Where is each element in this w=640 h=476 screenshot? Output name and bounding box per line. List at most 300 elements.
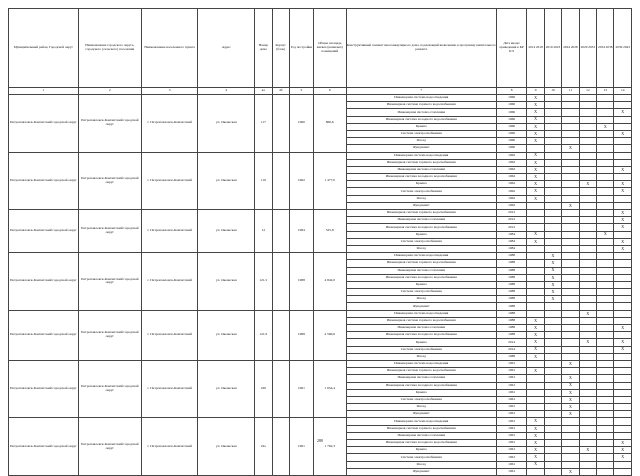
element-name-cell: Инженерная система холодного водоснабжения [346,274,496,281]
period-cell [527,188,544,195]
period-cell [527,274,544,281]
period-cell [597,238,614,245]
period-cell [562,202,579,209]
period-cell [527,353,544,360]
period-cell [562,339,579,346]
period-cell [579,461,596,468]
column-number: 3 [141,88,198,95]
element-date-cell: 1960 [496,145,526,152]
element-date-cell: 1961 [496,411,526,418]
period-cell [614,418,632,425]
period-cell [614,317,632,324]
period-cell [597,461,614,468]
element-date-cell: 1961 [496,461,526,468]
period-cell [614,138,632,145]
x-mark: X [534,368,538,374]
element-date-cell: 1988 [496,332,526,339]
period-cell [614,210,632,217]
column-header: 2034 2038 [597,9,614,88]
element-name-cell: Крыша [346,389,496,396]
house-number-cell: 119 [255,152,272,210]
locality-cell: г. Петропавловск-Камчатский [141,360,198,418]
locality-cell: г. Петропавловск-Камчатский [141,152,198,210]
period-cell [597,181,614,188]
period-cell [544,411,561,418]
period-cell [579,281,596,288]
period-cell [544,396,561,403]
period-cell [614,238,632,245]
locality-cell: г. Петропавловск-Камчатский [141,310,198,360]
period-cell [579,447,596,454]
element-date-cell: 1962 [496,195,526,202]
block-cell [272,95,289,153]
period-cell [579,210,596,217]
period-cell [527,461,544,468]
build-year-cell: 1961 [289,418,313,476]
column-number: 4 [198,88,255,95]
period-cell [614,375,632,382]
period-cell [614,281,632,288]
period-cell [544,174,561,181]
period-cell [527,310,544,317]
x-mark: X [621,130,625,136]
block-cell [272,310,289,360]
element-name-cell: Инженерная система горячего водоснабжения [346,159,496,166]
element-name-cell: Инженерная система горячего водоснабжения [346,102,496,109]
column-number: 4а [255,88,272,95]
period-cell [579,109,596,116]
period-cell [614,296,632,303]
area-cell: 1 762,3 [313,418,346,476]
period-cell [614,224,632,231]
x-mark: X [534,159,538,165]
x-mark: X [534,346,538,352]
period-cell [597,267,614,274]
element-date-cell: 1984 [496,245,526,252]
period-cell [544,195,561,202]
x-mark: X [551,267,555,273]
element-name-cell: Фундамент [346,411,496,418]
column-number: 8 [496,88,526,95]
period-cell [544,130,561,137]
period-cell [562,102,579,109]
element-name-cell: Инженерная система отопления [346,325,496,332]
period-cell [597,231,614,238]
period-cell [579,411,596,418]
period-cell [527,375,544,382]
period-cell [579,202,596,209]
locality-cell: г. Петропавловск-Камчатский [141,95,198,153]
element-name-cell: Инженерная система водоотведения [346,418,496,425]
period-cell [614,404,632,411]
period-cell [527,281,544,288]
element-date-cell: 1988 [496,353,526,360]
period-cell [527,382,544,389]
period-cell [597,389,614,396]
period-cell [562,166,579,173]
period-cell [544,123,561,130]
period-cell [597,382,614,389]
period-cell [527,296,544,303]
element-name-cell: Инженерная система водоотведения [346,310,496,317]
column-header: Корпус (блок) [272,9,289,88]
period-cell [579,468,596,475]
period-cell [562,217,579,224]
x-mark: X [621,346,625,352]
period-cell [544,109,561,116]
element-date-cell: 1988 [496,296,526,303]
element-date-cell: 1961 [496,440,526,447]
period-cell [579,102,596,109]
period-cell [527,339,544,346]
period-cell [544,375,561,382]
element-name-cell: Крыша [346,181,496,188]
element-date-cell: 1962 [496,166,526,173]
period-cell [527,224,544,231]
period-cell [527,202,544,209]
period-cell [562,123,579,130]
build-year-cell: 1960 [289,95,313,153]
element-date-cell: 1988 [496,274,526,281]
period-cell [562,418,579,425]
period-cell [562,289,579,296]
element-name-cell: Фасад [346,296,496,303]
x-mark: X [551,281,555,287]
house-number-cell: 220 [255,360,272,418]
period-cell [562,174,579,181]
district-cell: Петропавловск-Камчатский городской округ [9,360,79,418]
address-cell: ул. Океанская [198,210,255,253]
period-cell [614,468,632,475]
period-cell [614,181,632,188]
period-cell [527,289,544,296]
column-number: 11 [562,88,579,95]
period-cell [544,289,561,296]
settlement-cell: Петропавловск-Камчатский городской округ [78,152,141,210]
element-name-cell: Инженерная система холодного водоснабжения [346,224,496,231]
period-cell [527,389,544,396]
x-mark: X [534,339,538,345]
period-cell [579,303,596,310]
element-date-cell: 1961 [496,468,526,475]
element-date-cell: 2012 [496,224,526,231]
period-cell [597,411,614,418]
period-cell [614,353,632,360]
element-date-cell: 1962 [496,152,526,159]
period-cell [527,368,544,375]
element-date-cell: 1988 [496,260,526,267]
period-cell [562,95,579,102]
period-cell [579,231,596,238]
column-header: Общая площадь жилых (нежилых) помещений [313,9,346,88]
period-cell [597,195,614,202]
x-mark: X [586,310,590,316]
period-cell [579,389,596,396]
element-name-cell: Инженерная система горячего водоснабжения [346,210,496,217]
period-cell [597,289,614,296]
period-cell [527,130,544,137]
period-cell [527,238,544,245]
house-number-cell: 117 [255,95,272,153]
period-cell [614,454,632,461]
period-cell [527,210,544,217]
settlement-cell: Петропавловск-Камчатский городской округ [78,360,141,418]
element-date-cell: 1960 [496,123,526,130]
period-cell [614,188,632,195]
x-mark: X [534,432,538,438]
element-name-cell: Инженерная система горячего водоснабжения [346,317,496,324]
period-cell [614,325,632,332]
period-cell [579,396,596,403]
x-mark: X [621,447,625,453]
period-cell [544,296,561,303]
x-mark: X [621,166,625,172]
element-name-cell: Инженерная система отопления [346,375,496,382]
x-mark: X [534,195,538,201]
period-cell [527,332,544,339]
build-year-cell: 1961 [289,360,313,418]
period-cell [544,138,561,145]
period-cell [562,303,579,310]
period-cell [579,159,596,166]
period-cell [544,188,561,195]
period-cell [614,174,632,181]
element-name-cell: Инженерная система водоотведения [346,95,496,102]
period-cell [614,274,632,281]
period-cell [544,217,561,224]
period-cell [544,253,561,260]
period-cell [527,418,544,425]
period-cell [614,109,632,116]
period-cell [579,375,596,382]
period-cell [597,454,614,461]
x-mark: X [534,152,538,158]
x-mark: X [534,324,538,330]
period-cell [544,224,561,231]
element-name-cell: Инженерная система холодного водоснабжения [346,332,496,339]
period-cell [597,109,614,116]
address-cell: ул. Океанская [198,253,255,311]
district-cell: Петропавловск-Камчатский городской округ [9,418,79,476]
period-cell [527,468,544,475]
period-cell [527,166,544,173]
period-cell [579,368,596,375]
area-cell: 1 654,4 [313,360,346,418]
period-cell [614,360,632,367]
period-cell [597,145,614,152]
period-cell [527,267,544,274]
build-year-cell: 1988 [289,310,313,360]
element-name-cell: Фасад [346,245,496,252]
period-cell [527,217,544,224]
x-mark: X [568,403,572,409]
column-number: 2 [78,88,141,95]
column-header: Адрес [198,9,255,88]
locality-cell: г. Петропавловск-Камчатский [141,418,198,476]
period-cell [597,353,614,360]
column-number: 13 [597,88,614,95]
period-cell [597,130,614,137]
element-name-cell: Система электроснабжения [346,188,496,195]
x-mark: X [568,389,572,395]
period-cell [579,166,596,173]
x-mark: X [551,288,555,294]
period-cell [544,166,561,173]
period-cell [597,116,614,123]
period-cell [579,382,596,389]
column-header: Дата ввода/ приведения к КР ICS [496,9,526,88]
period-cell [579,267,596,274]
period-cell [597,210,614,217]
area-cell: 1 477,0 [313,152,346,210]
period-cell [614,260,632,267]
element-date-cell: 1988 [496,317,526,324]
period-cell [562,325,579,332]
period-cell [597,303,614,310]
area-cell: 4 560,6 [313,310,346,360]
period-cell [544,102,561,109]
element-date-cell: 1988 [496,303,526,310]
x-mark: X [551,274,555,280]
period-cell [562,195,579,202]
period-cell [614,303,632,310]
period-cell [579,245,596,252]
period-cell [597,281,614,288]
period-cell [579,123,596,130]
element-name-cell: Инженерная система горячего водоснабжения [346,368,496,375]
block-cell [272,360,289,418]
element-name-cell: Система электроснабжения [346,346,496,353]
period-cell [544,159,561,166]
element-name-cell: Инженерная система холодного водоснабжения [346,174,496,181]
column-number: 10 [544,88,561,95]
column-header: 2019 2023 [544,9,561,88]
period-cell [614,339,632,346]
element-date-cell: 1961 [496,432,526,439]
table-row [9,253,632,260]
period-cell [544,210,561,217]
column-header: 2014 2018 [527,9,544,88]
period-cell [544,245,561,252]
period-cell [527,152,544,159]
period-cell [579,217,596,224]
x-mark: X [534,173,538,179]
period-cell [562,109,579,116]
table-row [9,418,632,425]
period-cell [527,231,544,238]
element-date-cell: 1988 [496,325,526,332]
element-name-cell: Инженерная система водоотведения [346,152,496,159]
period-cell [544,152,561,159]
x-mark: X [534,454,538,460]
element-name-cell: Фасад [346,353,496,360]
x-mark: X [603,231,607,237]
period-cell [527,325,544,332]
period-cell [544,332,561,339]
period-cell [544,389,561,396]
x-mark: X [568,360,572,366]
element-date-cell: 1961 [496,375,526,382]
district-cell: Петропавловск-Камчатский городской округ [9,95,79,153]
period-cell [544,346,561,353]
period-cell [562,461,579,468]
period-cell [579,95,596,102]
period-cell [614,145,632,152]
period-cell [527,95,544,102]
element-name-cell: Крыша [346,339,496,346]
period-cell [527,346,544,353]
period-cell [579,238,596,245]
x-mark: X [568,468,572,474]
settlement-cell: Петропавловск-Камчатский городской округ [78,253,141,311]
period-cell [614,411,632,418]
x-mark: X [621,454,625,460]
period-cell [597,325,614,332]
period-cell [597,396,614,403]
period-cell [562,238,579,245]
locality-cell: г. Петропавловск-Камчатский [141,210,198,253]
area-cell: 866,6 [313,95,346,153]
period-cell [597,260,614,267]
period-cell [597,468,614,475]
x-mark: X [534,238,538,244]
period-cell [579,339,596,346]
settlement-cell: Петропавловск-Камчатский городской округ [78,418,141,476]
period-cell [544,368,561,375]
period-cell [527,253,544,260]
period-cell [562,145,579,152]
element-name-cell: Крыша [346,281,496,288]
x-mark: X [534,317,538,323]
x-mark: X [621,188,625,194]
element-date-cell: 1988 [496,281,526,288]
period-cell [562,260,579,267]
period-cell [614,267,632,274]
column-header: 2039 2043 [614,9,632,88]
house-number-cell: 121/1 [255,253,272,311]
period-cell [597,95,614,102]
x-mark: X [534,116,538,122]
period-cell [597,360,614,367]
period-cell [614,166,632,173]
period-cell [544,145,561,152]
period-cell [527,174,544,181]
element-name-cell: Фасад [346,195,496,202]
period-cell [562,253,579,260]
period-cell [614,123,632,130]
element-date-cell: 1988 [496,289,526,296]
period-cell [544,274,561,281]
period-cell [614,152,632,159]
column-number: 4б [272,88,289,95]
house-number-cell: 22а [255,418,272,476]
x-mark: X [603,123,607,129]
period-cell [527,245,544,252]
period-cell [614,447,632,454]
period-cell [527,404,544,411]
period-cell [562,310,579,317]
period-cell [614,396,632,403]
period-cell [579,454,596,461]
address-cell: ул. Океанская [198,418,255,476]
period-cell [614,346,632,353]
element-name-cell: Инженерная система горячего водоснабжения [346,425,496,432]
column-header: Наименование населенного пункта [141,9,198,88]
period-cell [544,281,561,288]
element-date-cell: 1962 [496,174,526,181]
period-cell [614,382,632,389]
period-cell [579,289,596,296]
